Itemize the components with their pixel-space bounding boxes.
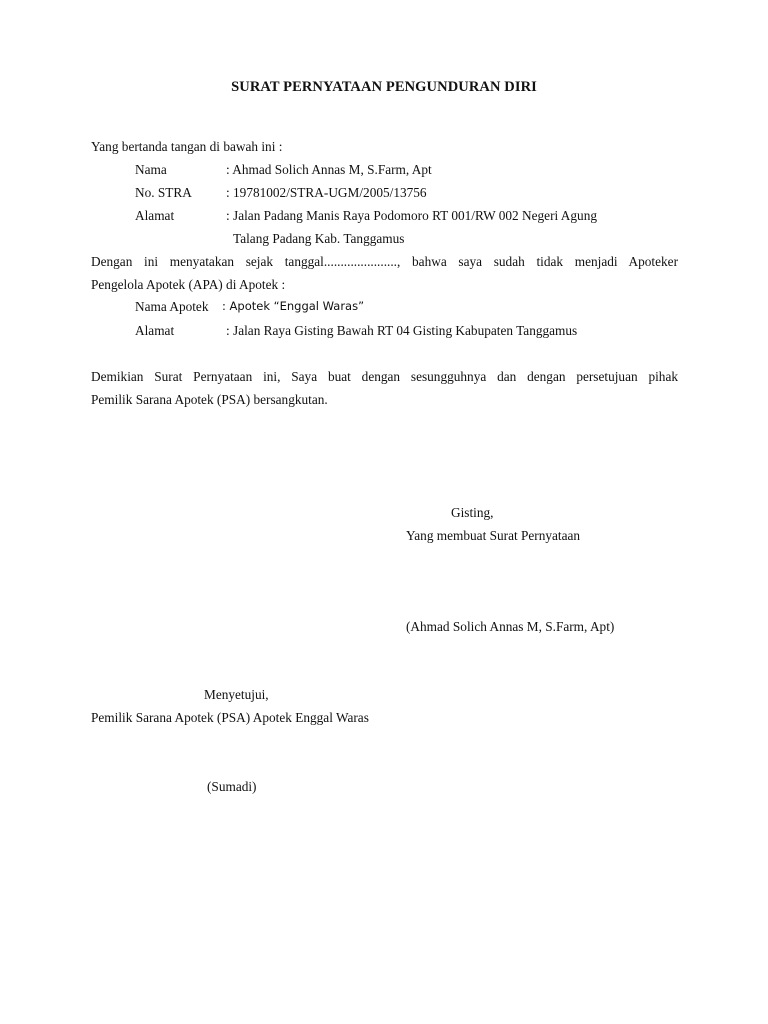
field-value-stra: : 19781002/STRA-UGM/2005/13756: [226, 185, 427, 200]
field-value-nama: : Ahmad Solich Annas M, S.Farm, Apt: [226, 162, 432, 177]
statement-line-1: Dengan ini menyatakan sejak tanggal......................, bahwa saya sudah tidak menjadi Apoteker: [91, 254, 678, 269]
apotek-name-label: Nama Apotek: [135, 299, 209, 314]
address-continuation: Talang Padang Kab. Tanggamus: [233, 231, 405, 246]
field-label-alamat: Alamat: [135, 208, 175, 223]
field-label-nama: Nama: [135, 162, 167, 177]
document-title: SURAT PERNYATAAN PENGUNDURAN DIRI: [231, 79, 537, 95]
approval-role: Pemilik Sarana Apotek (PSA) Apotek Enggal Waras: [91, 710, 369, 725]
field-label-stra: No. STRA: [135, 185, 192, 200]
apotek-address-label: Alamat: [135, 323, 175, 338]
statement-line-2: Pengelola Apotek (APA) di Apotek :: [91, 277, 286, 292]
closing-line-2: Pemilik Sarana Apotek (PSA) bersangkutan.: [91, 392, 328, 407]
signature-place: Gisting,: [451, 505, 494, 520]
signature-name: (Ahmad Solich Annas M, S.Farm, Apt): [406, 619, 615, 634]
approval-name: (Sumadi): [207, 779, 257, 794]
apotek-name-value: : Apotek “Enggal Waras”: [222, 299, 365, 313]
approval-label: Menyetujui,: [204, 687, 269, 702]
closing-line-1: Demikian Surat Pernyataan ini, Saya buat dengan sesungguhnya dan dengan persetujuan pihak: [91, 369, 678, 384]
field-value-alamat: : Jalan Padang Manis Raya Podomoro RT 001/RW 002 Negeri Agung: [226, 208, 597, 223]
signature-role: Yang membuat Surat Pernyataan: [406, 528, 581, 543]
intro-text: Yang bertanda tangan di bawah ini :: [91, 139, 283, 154]
apotek-address-value: : Jalan Raya Gisting Bawah RT 04 Gisting Kabupaten Tanggamus: [226, 323, 578, 338]
